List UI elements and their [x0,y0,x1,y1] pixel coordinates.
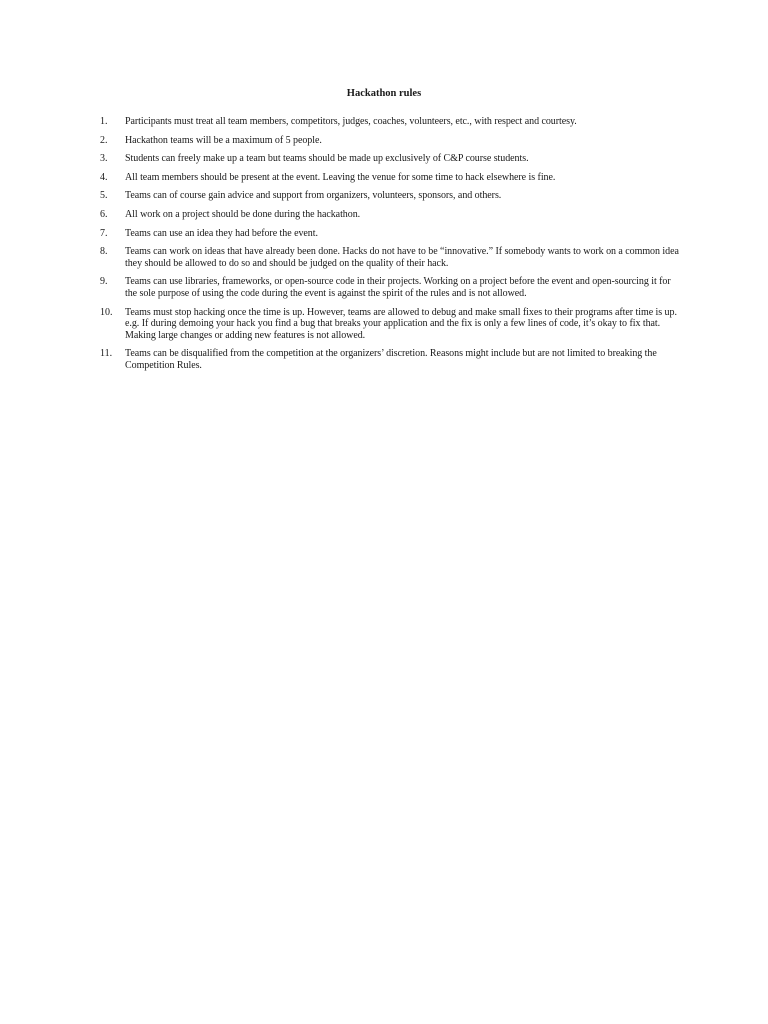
rule-text: Teams can use libraries, frameworks, or open-source code in their projects. Working on a project before the event and open-sourcing it for the sole purpose of using the code during the event is against the spirit of the rules and is not allowed. [125,276,671,299]
rule-item [100,190,680,202]
rule-number: 3. [100,153,108,165]
rule-item [100,246,680,269]
rule-text: Participants must treat all team members, competitors, judges, coaches, volunteers, etc., with respect and courtesy. [125,116,577,127]
rule-number: 9. [100,276,108,288]
rule-item [100,228,680,240]
rule-text: Students can freely make up a team but teams should be made up exclusively of C&P course students. [125,153,529,165]
rule-number: 2. [100,134,108,146]
rule-text: Teams can use an idea they had before the event. [125,227,318,239]
rule-item [100,348,680,371]
rule-text: Hackathon teams will be a maximum of 5 people. [125,134,322,146]
rule-item [100,307,680,342]
document-title: Hackathon rules [346,88,422,99]
rule-text: Teams can be disqualified from the competition at the organizers’ discretion. Reasons might include but are not limited to breaking the Competition Rules. [125,348,657,371]
rule-item [100,172,680,184]
rule-number: 6. [100,208,108,220]
rule-text: All work on a project should be done during the hackathon. [125,208,361,220]
rule-item [100,276,680,299]
rule-number: 8. [100,246,108,258]
rule-number: 4. [100,171,108,183]
rule-text: Teams can of course gain advice and support from organizers, volunteers, sponsors, and others. [125,190,502,202]
rule-item [100,209,680,221]
rule-number: 11. [100,348,113,360]
rules-list [100,116,680,379]
rule-number: 7. [100,227,108,239]
rule-number: 1. [100,116,108,127]
rule-text: Teams can work on ideas that have already been done. Hacks do not have to be “innovative.” If somebody wants to work on a common idea they should be allowed to do so and should be judged on the quality of their hack. [125,246,679,269]
rule-text: All team members should be present at the event. Leaving the venue for some time to hack elsewhere is fine. [125,171,556,183]
rule-text: Teams must stop hacking once the time is up. However, teams are allowed to debug and make small fixes to their programs after time is up. e.g. If during demoing your hack you find a bug that breaks your application and the fix is only a few lines of code, it’s okay to fix that. Making large changes or adding new features is not allowed. [125,306,677,341]
rule-number: 5. [100,190,108,202]
rule-item [100,116,680,128]
rule-number: 10. [100,306,113,318]
rule-item [100,135,680,147]
rule-item [100,153,680,165]
